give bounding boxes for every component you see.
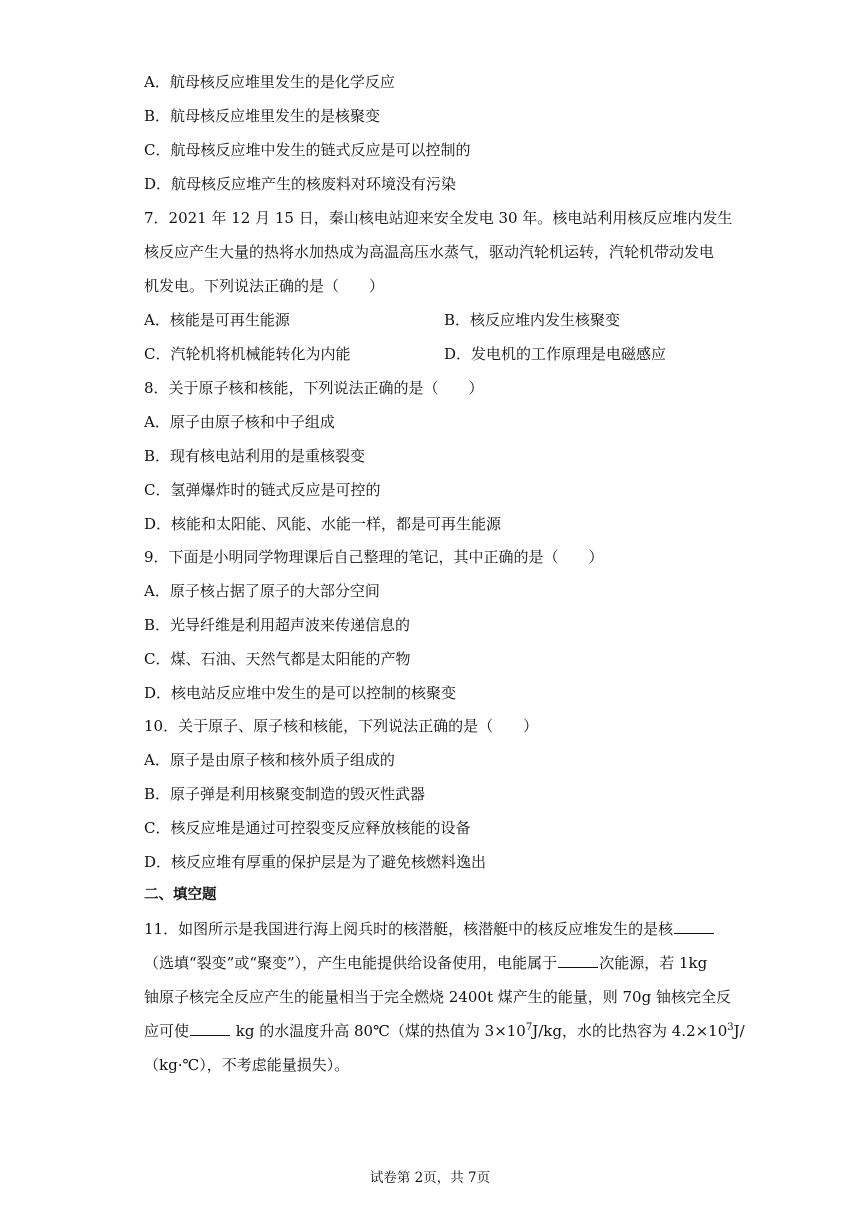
q10-option-c: C．核反应堆是通过可控裂变反应释放核能的设备: [144, 819, 471, 837]
q11-line2: [144, 953, 707, 973]
q11-line5: （kg·℃），不考虑能量损失）。: [144, 1056, 350, 1074]
q9-option-b: B．光导纤维是利用超声波来传递信息的: [144, 616, 411, 634]
q11-line4: [144, 1021, 745, 1041]
q11-text: 11．如图所示是我国进行海上阅兵时的核潜艇，核潜艇中的核反应堆发生的是核: [144, 920, 674, 938]
q7-stem-line1: 7．2021 年 12 月 15 日，秦山核电站迎来安全发电 30 年。核电站利用核反应堆内发生: [144, 209, 733, 227]
q7-stem-line3: 机发电。下列说法正确的是（ ）: [144, 277, 385, 295]
q11-line1: [144, 919, 715, 939]
answer-blank-2[interactable]: [558, 953, 598, 968]
q8-stem: 8．关于原子核和核能，下列说法正确的是（ ）: [144, 379, 484, 397]
q11-text: 次能源，若 1kg: [599, 954, 708, 972]
q6-option-d: D．航母核反应堆产生的核废料对环境没有污染: [144, 175, 457, 193]
q8-option-c: C．氢弹爆炸时的链式反应是可控的: [144, 481, 381, 499]
exponent: 7: [525, 1022, 533, 1033]
answer-blank-3[interactable]: [190, 1021, 230, 1036]
q6-option-b: B．航母核反应堆里发生的是核聚变: [144, 107, 381, 125]
q9-option-d: D．核电站反应堆中发生的是可以控制的核聚变: [144, 684, 457, 702]
q7-stem-line2: 核反应产生大量的热将水加热成为高温高压水蒸气，驱动汽轮机运转，汽轮机带动发电: [144, 243, 715, 261]
answer-blank-1[interactable]: [674, 919, 714, 934]
q11-text: J/kg，水的比热容为 4.2×10: [532, 1022, 728, 1040]
q7-option-c: C．汽轮机将机械能转化为内能: [144, 345, 351, 363]
exponent: 3: [727, 1022, 734, 1033]
q7-option-b: B．核反应堆内发生核聚变: [444, 311, 621, 329]
q11-text: kg 的水温度升高 80℃（煤的热值为 3×10: [231, 1022, 526, 1040]
q9-option-c: C．煤、石油、天然气都是太阳能的产物: [144, 650, 411, 668]
q10-stem: 10．关于原子、原子核和核能，下列说法正确的是（ ）: [144, 717, 539, 735]
page-footer: 试卷第 2页，共 7页: [369, 1170, 491, 1186]
q10-option-a: A．原子是由原子核和核外质子组成的: [144, 751, 395, 769]
q11-text: 应可使: [144, 1022, 190, 1040]
q6-option-c: C．航母核反应堆中发生的链式反应是可以控制的: [144, 141, 471, 159]
section-heading-fill-in: 二、填空题: [144, 887, 217, 903]
q8-option-b: B．现有核电站利用的是重核裂变: [144, 447, 366, 465]
q10-option-b: B．原子弹是利用核聚变制造的毁灭性武器: [144, 785, 426, 803]
q6-option-a: A．航母核反应堆里发生的是化学反应: [144, 73, 395, 91]
q8-option-a: A．原子由原子核和中子组成: [144, 413, 335, 431]
q11-text: J/: [733, 1022, 745, 1040]
q7-option-d: D．发电机的工作原理是电磁感应: [444, 345, 667, 363]
q10-option-d: D．核反应堆有厚重的保护层是为了避免核燃料逸出: [144, 853, 487, 871]
q11-line3: 铀原子核完全反应产生的能量相当于完全燃烧 2400t 煤产生的能量，则 70g 铀核完全反: [144, 988, 731, 1006]
q8-option-d: D．核能和太阳能、风能、水能一样，都是可再生能源: [144, 515, 502, 533]
q7-option-a: A．核能是可再生能源: [144, 311, 290, 329]
q9-option-a: A．原子核占据了原子的大部分空间: [144, 582, 380, 600]
q9-stem: 9．下面是小明同学物理课后自己整理的笔记，其中正确的是（ ）: [144, 548, 604, 566]
q11-text: （选填“裂变”或“聚变”），产生电能提供给设备使用，电能属于: [144, 954, 558, 972]
